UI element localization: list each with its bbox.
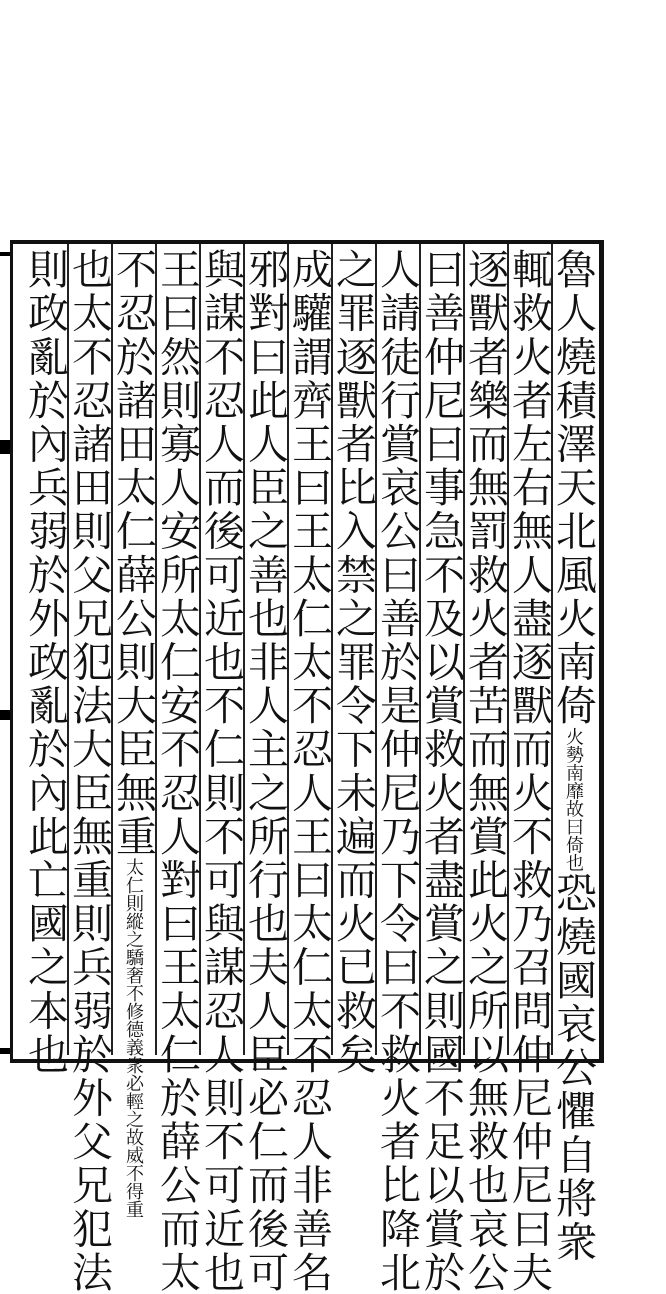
text-column: 人請徒行賞哀公曰善於是仲尼乃下令曰不救火者比降北 <box>373 248 421 1294</box>
text-column: 曰善仲尼曰事急不及以賞救火者盡賞之則國不足以賞於 <box>417 248 465 1294</box>
text-column: 王曰然則寡人安所太仁安不忍人對曰王太仁於薛公而太 <box>153 248 201 1294</box>
text-column: 逐獸者樂而無罰救火者苦而無賞此火之所以無救也哀公 <box>461 248 509 1294</box>
annotation: 太仁則縱之驕奢不修德義衆必輕之故威不得重 <box>123 858 144 1219</box>
text-column: 不忍於諸田太仁薛公則大臣無重太仁則縱之驕奢不修德義衆必輕之故威不得重 <box>109 248 157 1219</box>
edge-mark <box>0 440 10 454</box>
text-column: 之罪逐獸者比入禁之罪令下未遍而火已救矣 <box>329 248 377 1077</box>
text-column: 成驩謂齊王曰王太仁太不忍人王曰太仁太不忍人非善名 <box>285 248 333 1294</box>
edge-mark <box>0 710 10 720</box>
text-column: 魯人燒積澤天北風火南倚火勢南靡故曰倚也恐燒國哀公懼自將衆 <box>549 248 597 1265</box>
text-column: 與謀不忍人而後可近也不仁則不可與謀忍人則不可近也 <box>197 248 245 1294</box>
text-column: 則政亂於內兵弱於外政亂於內此亡國之本也 <box>21 248 69 1077</box>
text-column: 邪對曰此人臣之善也非人主之所行也夫人臣必仁而後可 <box>241 248 289 1294</box>
annotation: 火勢南靡故曰倚也 <box>563 727 584 872</box>
edge-mark <box>0 252 10 256</box>
edge-mark <box>0 1048 10 1054</box>
text-column: 輒救火者左右無人盡逐獸而火不救乃召問仲尼仲尼曰夫 <box>505 248 553 1294</box>
text-column: 也太不忍諸田則父兄犯法大臣無重則兵弱於外父兄犯法 <box>65 248 113 1294</box>
